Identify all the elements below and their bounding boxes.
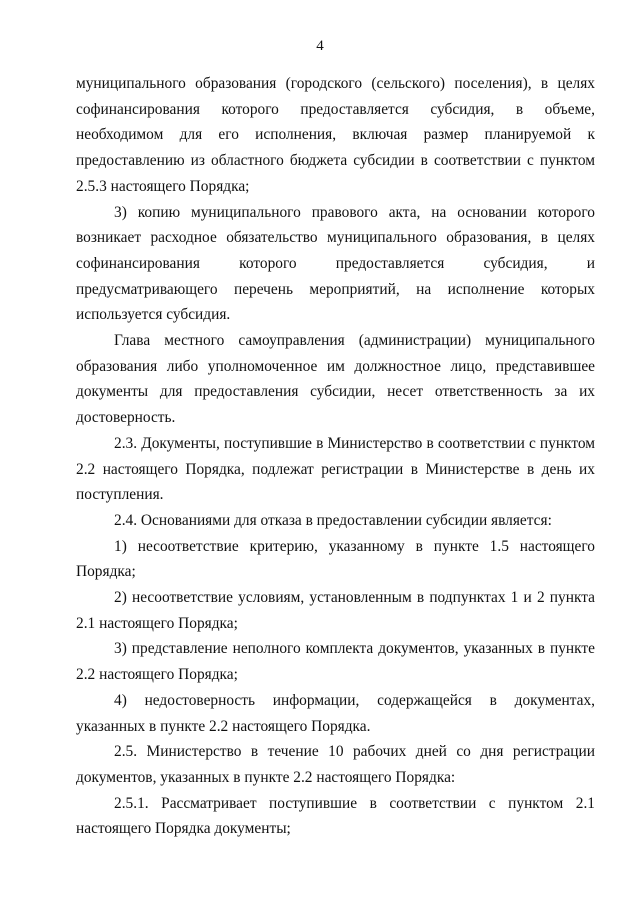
page-number: 4 (316, 38, 324, 54)
paragraph-2-3: 2.3. Документы, поступившие в Министерство в соответствии с пунктом 2.2 настоящего Порядка, подлежат регистрации в Министерстве в день их поступления. (76, 434, 595, 504)
paragraph-2-5-1: 2.5.1. Рассматривает поступившие в соответствии с пунктом 2.1 настоящего Порядка документы; (76, 794, 595, 838)
paragraph-2-4: 2.4. Основаниями для отказа в предоставлении субсидии является: (114, 511, 552, 529)
paragraph-2-5: 2.5. Министерство в течение 10 рабочих дней со дня регистрации документов, указанных в пункте 2.2 настоящего Порядка: (76, 743, 595, 786)
paragraph-item-3: 3) копию муниципального правового акта, на основании которого возникает расходное обязательство муниципального образования, в целях софинансирования которого предоставляется субсидия, и предусматривающего перечень мероприятий, на исполнение которых используется субсидия. (76, 203, 595, 324)
paragraph-2-4-item-2: 2) несоответствие условиям, установленным в подпунктах 1 и 2 пункта 2.1 настоящего Порядка; (76, 589, 595, 632)
paragraph-2-4-item-3: 3) представление неполного комплекта документов, указанных в пункте 2.2 настоящего Порядка; (76, 640, 595, 684)
paragraph-2-4-item-1: 1) несоответствие критерию, указанному в пункте 1.5 настоящего Порядка; (76, 537, 595, 581)
paragraph-responsibility: Глава местного самоуправления (администрации) муниципального образования либо уполномоченное им должностное лицо, представившее документы для предоставления субсидии, несет ответственность за их достоверность. (76, 332, 595, 427)
document-body (76, 71, 595, 842)
paragraph-2-4-item-4: 4) недостоверность информации, содержащейся в документах, указанных в пункте 2.2 настоящего Порядка. (76, 691, 595, 735)
paragraph-continuation: муниципального образования (городского (сельского) поселения), в целях софинансирования которого предоставляется субсидия, в объеме, необходимом для его исполнения, включая размер планируемой к предоставлению из областного бюджета субсидии в соответствии с пунктом 2.5.3 настоящего Порядка; (76, 75, 595, 195)
